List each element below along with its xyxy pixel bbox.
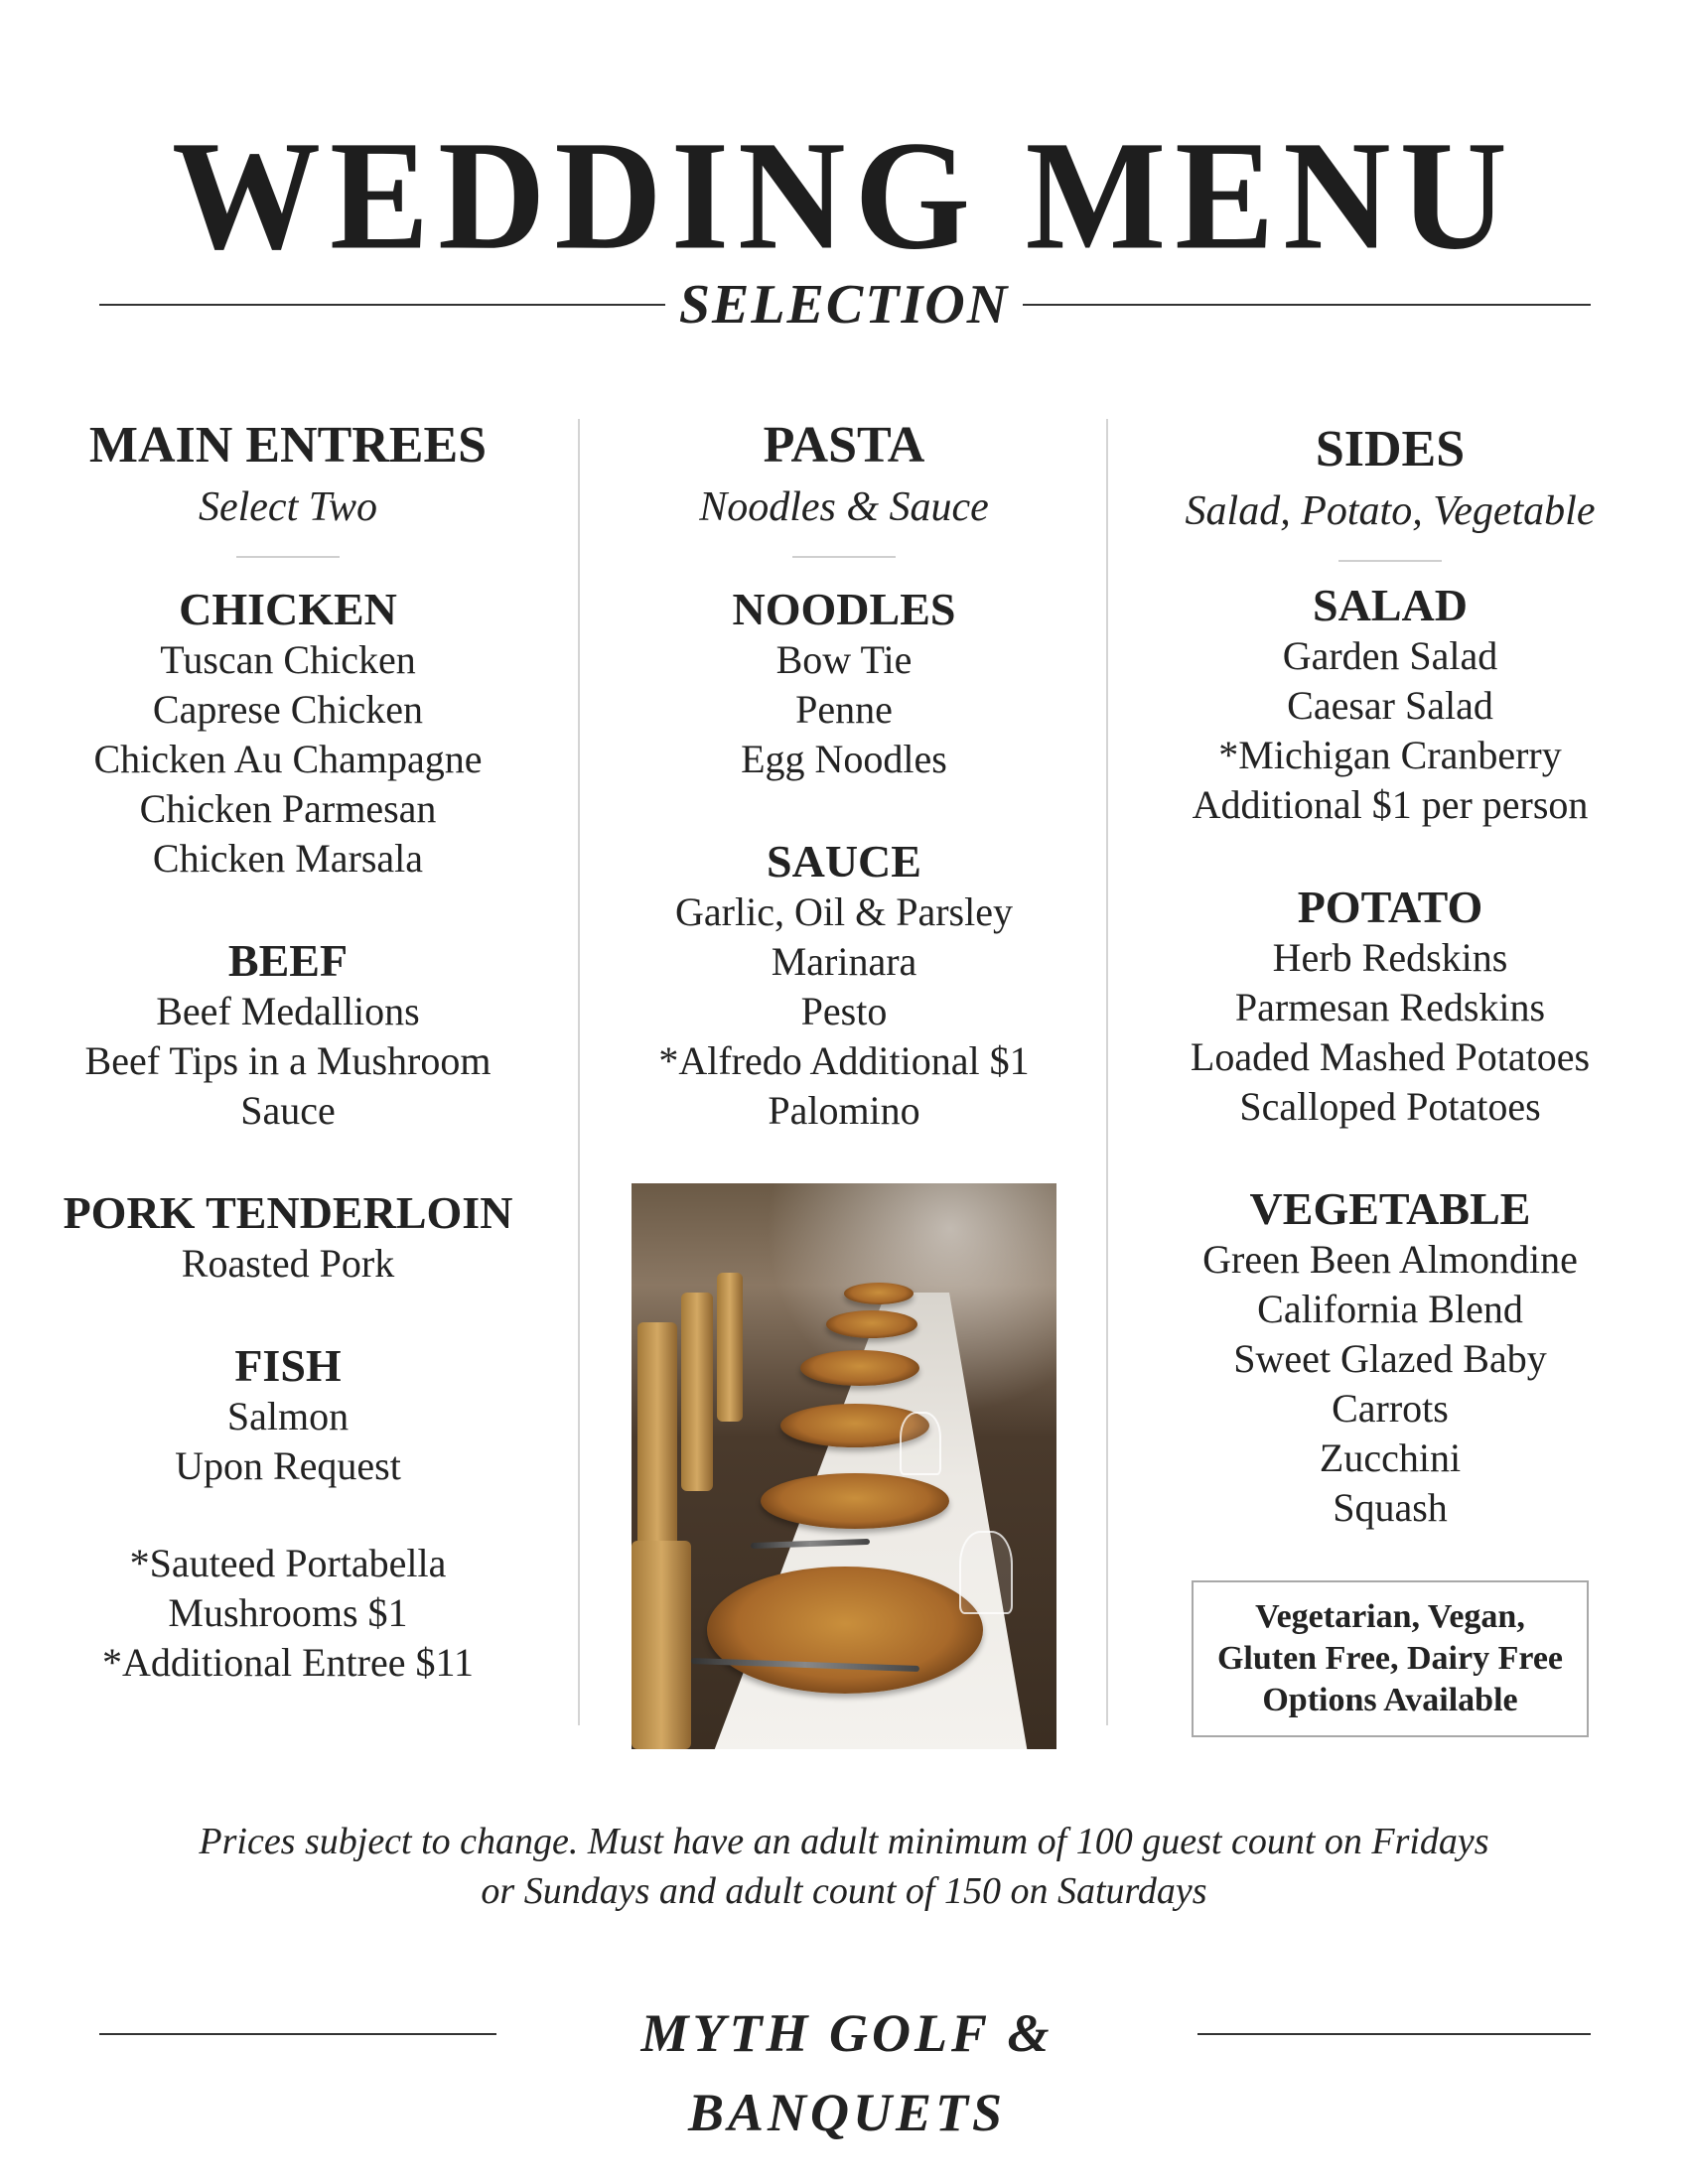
column-title: SIDES [1315, 421, 1466, 478]
menu-item: Salmon [226, 1394, 350, 1438]
subtitle-row [0, 270, 1688, 340]
column-short-rule [1338, 560, 1442, 562]
menu-item: Egg Noodles [741, 737, 947, 781]
category-heading: SAUCE [767, 836, 921, 887]
footer-rule-left [99, 2033, 496, 2035]
menu-item: Carrots [1332, 1386, 1449, 1431]
table-setting-photo [632, 1183, 1056, 1749]
glass-shape [959, 1531, 1013, 1614]
menu-item: Garlic, Oil & Parsley [675, 889, 1013, 934]
menu-item: Additional $1 per person [1192, 782, 1589, 827]
extra-item: *Additional Entree $11 [102, 1640, 474, 1685]
menu-item: Roasted Pork [181, 1241, 395, 1286]
menu-item: Parmesan Redskins [1234, 985, 1546, 1029]
menu-item: Zucchini [1319, 1435, 1462, 1480]
plate-shape [800, 1350, 919, 1386]
venue-name: MYTH GOLF & BANQUETS [640, 2003, 1054, 2142]
subtitle-rule-left [99, 304, 665, 306]
column-title: MAIN ENTREES [88, 417, 488, 474]
menu-item: Beef Tips in a Mushroom [84, 1038, 492, 1083]
menu-item: Palomino [768, 1088, 920, 1133]
dietary-line: Options Available [1262, 1682, 1518, 1718]
menu-item: Chicken Au Champagne [93, 737, 483, 781]
plate-shape [844, 1283, 914, 1304]
category-heading: VEGETABLE [1249, 1183, 1531, 1234]
extra-item: *Sauteed Portabella [129, 1541, 447, 1585]
column-subtitle: Noodles & Sauce [699, 484, 989, 530]
menu-item: Pesto [800, 989, 888, 1033]
column-subtitle: Select Two [198, 484, 378, 530]
menu-item: Penne [795, 687, 893, 732]
menu-item: Marinara [771, 939, 917, 984]
category-heading: FISH [234, 1340, 342, 1391]
chair-shape [681, 1293, 713, 1491]
menu-item: Chicken Parmesan [139, 786, 437, 831]
category-heading: BEEF [227, 935, 349, 986]
dietary-line: Gluten Free, Dairy Free [1216, 1640, 1564, 1677]
pricing-note-line: or Sundays and adult count of 150 on Saturdays [481, 1870, 1207, 1912]
menu-item: Bow Tie [775, 637, 913, 682]
column-short-rule [236, 556, 340, 558]
category-heading: PORK TENDERLOIN [63, 1187, 513, 1238]
column-main-entrees [40, 411, 536, 1688]
menu-item: Upon Request [175, 1443, 401, 1488]
footer-rule-right [1197, 2033, 1591, 2035]
plate-shape [826, 1310, 917, 1338]
pricing-note-line: Prices subject to change. Must have an adult minimum of 100 guest count on Fridays [199, 1821, 1489, 1862]
subtitle-rule-right [1023, 304, 1591, 306]
category-heading: POTATO [1297, 882, 1483, 932]
column-title: PASTA [763, 417, 925, 474]
menu-item: California Blend [1257, 1287, 1523, 1331]
menu-item: Caprese Chicken [152, 687, 424, 732]
column-pasta [596, 411, 1092, 1136]
chair-shape [717, 1273, 743, 1422]
menu-item: Chicken Marsala [152, 836, 424, 881]
plate-shape [707, 1567, 983, 1694]
chair-shape [632, 1541, 691, 1749]
menu-item: Sauce [240, 1088, 336, 1133]
menu-item: Loaded Mashed Potatoes [1190, 1034, 1591, 1079]
menu-item: *Michigan Cranberry [1218, 733, 1562, 777]
column-short-rule [792, 556, 896, 558]
menu-item: Green Been Almondine [1202, 1237, 1578, 1282]
menu-item: Scalloped Potatoes [1239, 1084, 1541, 1129]
menu-item: *Alfredo Additional $1 [658, 1038, 1030, 1083]
menu-item: Herb Redskins [1272, 935, 1508, 980]
dietary-line: Vegetarian, Vegan, [1255, 1598, 1525, 1635]
category-heading: NOODLES [732, 584, 956, 634]
menu-item: Sweet Glazed Baby [1233, 1336, 1547, 1381]
column-sides [1142, 415, 1638, 1533]
menu-item: Squash [1333, 1485, 1448, 1530]
plate-shape [761, 1473, 949, 1529]
menu-item: Tuscan Chicken [160, 637, 416, 682]
pricing-note [199, 1817, 1489, 1916]
column-divider-left [578, 419, 580, 1725]
column-subtitle: Salad, Potato, Vegetable [1185, 488, 1596, 534]
dietary-options-box [1192, 1580, 1589, 1737]
page-subtitle: SELECTION [678, 274, 1010, 336]
menu-item: Garden Salad [1282, 633, 1498, 678]
glass-shape [900, 1412, 941, 1475]
page-title: WEDDING MENU [172, 108, 1516, 283]
menu-item: Beef Medallions [156, 989, 420, 1033]
category-heading: CHICKEN [179, 584, 397, 634]
footer-row [0, 1993, 1688, 2142]
column-divider-right [1106, 419, 1108, 1725]
category-heading: SALAD [1313, 580, 1468, 630]
extra-item: Mushrooms $1 [168, 1590, 408, 1635]
menu-item: Caesar Salad [1287, 683, 1493, 728]
